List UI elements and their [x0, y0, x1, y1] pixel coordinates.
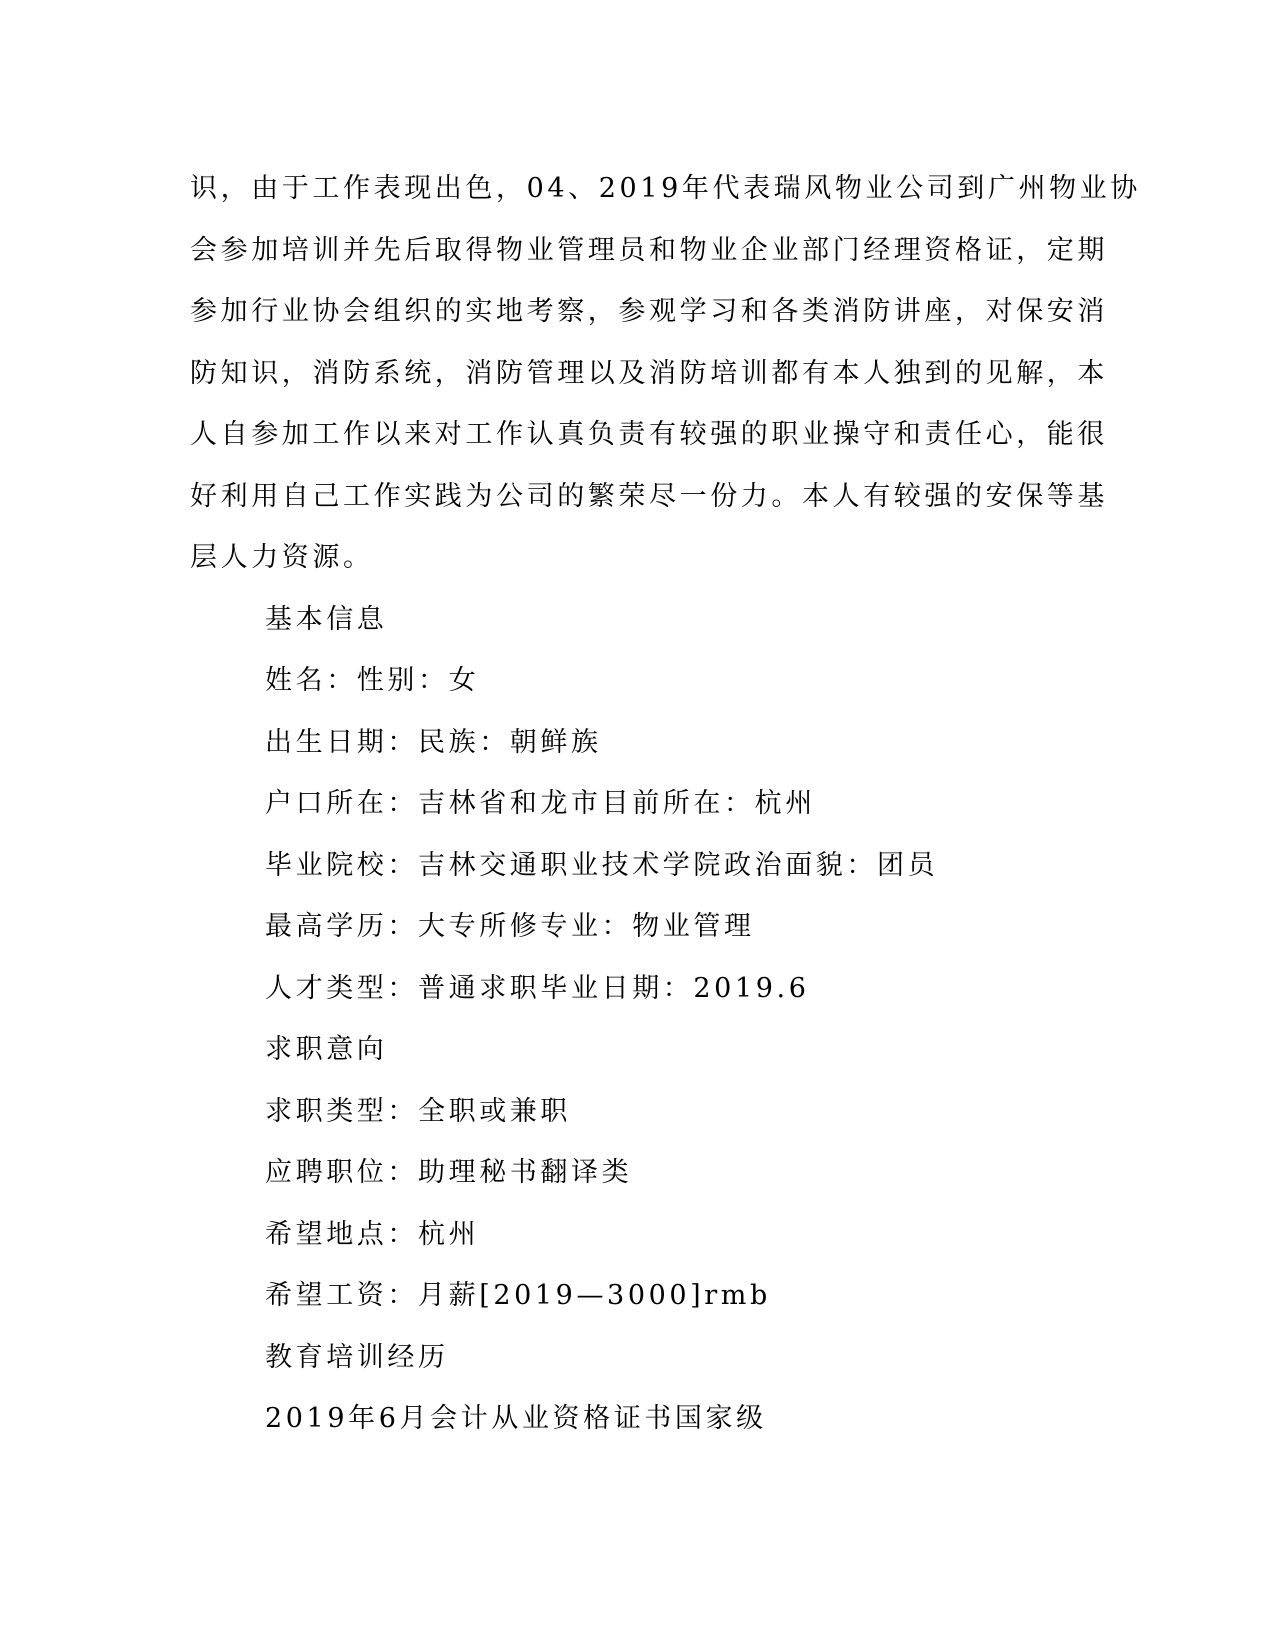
intro-line: 好利用自己工作实践为公司的繁荣尽一份力。本人有较强的安保等基	[190, 480, 1108, 512]
talent-graduation-line: 人才类型：普通求职毕业日期：2019.6	[265, 972, 810, 1004]
desired-location-line: 希望地点：杭州	[265, 1218, 480, 1250]
birth-ethnicity-line: 出生日期：民族：朝鲜族	[265, 726, 602, 758]
intro-line: 会参加培训并先后取得物业管理员和物业企业部门经理资格证，定期	[190, 234, 1108, 266]
name-gender-line: 姓名：性别：女	[265, 665, 480, 696]
position-line: 应聘职位：助理秘书翻译类	[265, 1157, 633, 1188]
job-type-line: 求职类型：全职或兼职	[265, 1095, 571, 1127]
hukou-location-line: 户口所在：吉林省和龙市目前所在：杭州	[265, 788, 816, 819]
intro-line: 识，由于工作表现出色，04、2019年代表瑞风物业公司到广州物业协	[190, 173, 1141, 204]
intro-line: 参加行业协会组织的实地考察，参观学习和各类消防讲座，对保安消	[190, 296, 1108, 327]
intro-line: 人自参加工作以来对工作认真负责有较强的职业操守和责任心，能很	[190, 419, 1108, 450]
basic-info-heading: 基本信息	[265, 603, 388, 635]
document-body	[190, 158, 1141, 1450]
intro-paragraph	[190, 158, 1141, 589]
desired-salary-line: 希望工资：月薪[2019—3000]rmb	[265, 1280, 771, 1311]
intro-line: 层人力资源。	[190, 542, 374, 573]
education-major-line: 最高学历：大专所修专业：物业管理	[265, 911, 755, 942]
education-heading: 教育培训经历	[265, 1341, 449, 1373]
school-politics-line: 毕业院校：吉林交通职业技术学院政治面貌：团员	[265, 849, 939, 881]
job-intention-heading: 求职意向	[265, 1034, 388, 1065]
intro-line: 防知识，消防系统，消防管理以及消防培训都有本人独到的见解，本	[190, 357, 1108, 389]
education-item: 2019年6月会计从业资格证书国家级	[265, 1403, 767, 1434]
